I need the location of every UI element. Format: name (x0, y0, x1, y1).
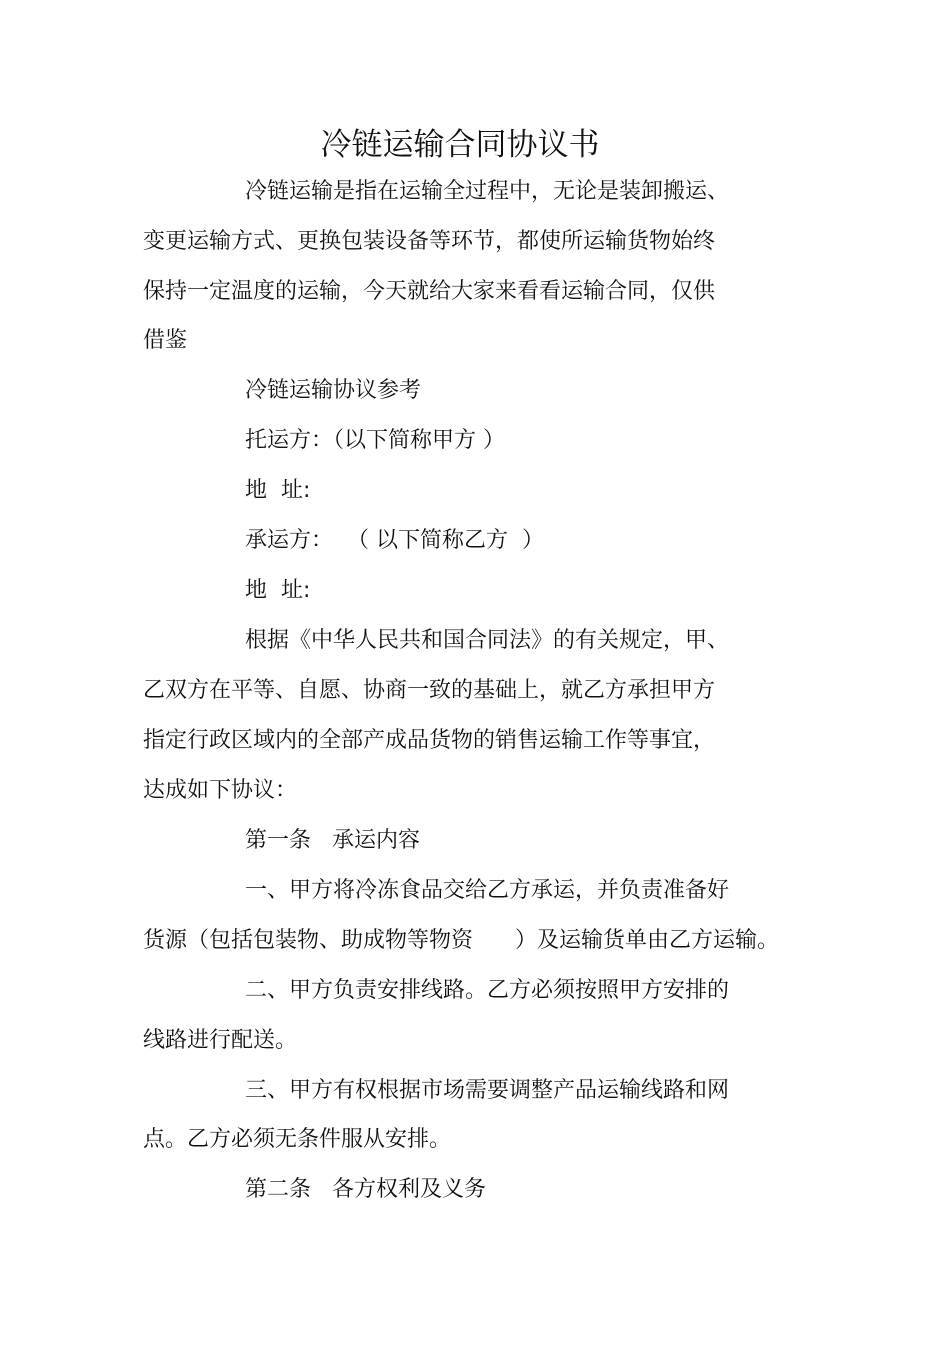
paragraph-line: 一、甲方将冷冻食品交给乙方承运，并负责准备好 (245, 878, 730, 903)
paragraph-line: 冷链运输协议参考 (245, 378, 422, 403)
paragraph-line: 指定行政区域内的全部产成品货物的销售运输工作等事宜， (143, 728, 716, 753)
paragraph-line: 达成如下协议： (143, 778, 298, 803)
paragraph-line: 点。乙方必须无条件服从安排。 (143, 1127, 452, 1152)
paragraph-line: 地 址: (245, 478, 311, 503)
document-title: 冷链运输合同协议书 (320, 127, 600, 163)
paragraph-line: 货源（包括包装物、助成物等物资 ）及运输货单由乙方运输。 (143, 928, 779, 953)
paragraph-line: 承运方： （ 以下简称乙方 ） (245, 528, 544, 553)
section-heading: 第一条 承运内容 (245, 828, 420, 853)
paragraph-line: 线路进行配送。 (143, 1028, 298, 1053)
paragraph-line: 借鉴 (143, 328, 188, 353)
paragraph-line: 二、甲方负责安排线路。乙方必须按照甲方安排的 (245, 978, 730, 1003)
paragraph-line: 地 址: (245, 578, 311, 603)
paragraph-line: 根据《中华人民共和国合同法》的有关规定，甲、 (245, 628, 730, 653)
paragraph-line: 乙双方在平等、自愿、协商一致的基础上，就乙方承担甲方 (143, 678, 716, 703)
paragraph-line: 冷链运输是指在运输全过程中，无论是装卸搬运、 (245, 179, 730, 204)
paragraph-line: 变更运输方式、更换包装设备等环节，都使所运输货物始终 (143, 229, 716, 254)
paragraph-line: 三、甲方有权根据市场需要调整产品运输线路和网 (245, 1078, 730, 1103)
section-heading: 第二条 各方权利及义务 (245, 1177, 486, 1202)
paragraph-line: 托运方：（以下简称甲方 ） (245, 428, 505, 453)
paragraph-line: 保持一定温度的运输，今天就给大家来看看运输合同，仅供 (143, 279, 716, 304)
